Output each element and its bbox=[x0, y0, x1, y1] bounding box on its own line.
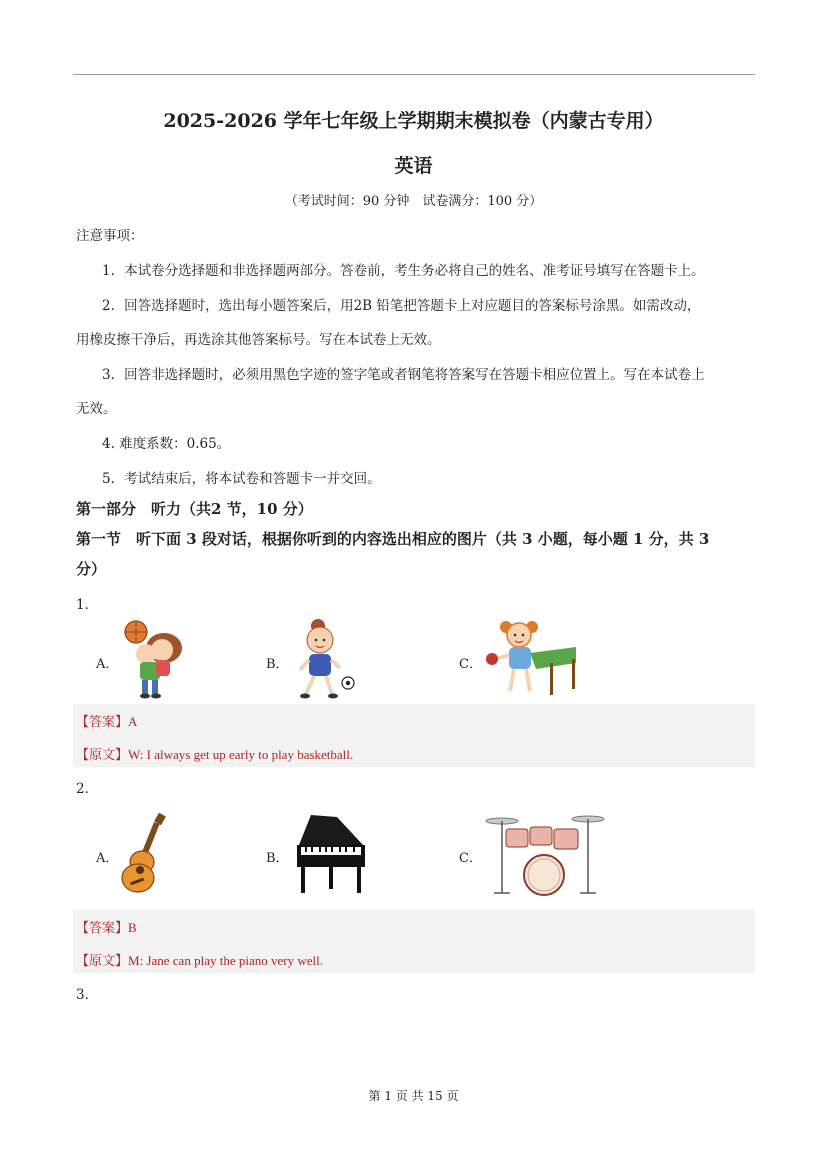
script-line bbox=[76, 744, 353, 763]
guitar-picture bbox=[120, 812, 170, 896]
drum-kit-picture bbox=[484, 813, 608, 897]
exam-title: 2025-2026 学年七年级上学期期末模拟卷（内蒙古专用） bbox=[163, 110, 664, 132]
exam-info: （考试时间：90 分钟 试卷满分：100 分） bbox=[284, 194, 543, 209]
answer-label: 【答案】 bbox=[76, 921, 129, 936]
question-number: 2． bbox=[76, 781, 99, 797]
option-b-label: B． bbox=[266, 657, 289, 672]
script-text: W: I always get up early to play basketball. bbox=[128, 747, 354, 762]
section1-heading-line-2: 分） bbox=[76, 560, 107, 578]
soccer-girl-picture bbox=[292, 616, 360, 702]
note-item-1: 1．本试卷分选择题和非选择题两部分。答卷前，考生务必将自己的姓名、准考证号填写在答题卡上。 bbox=[102, 263, 705, 279]
notes-heading: 注意事项： bbox=[76, 228, 144, 244]
ping-pong-girl-picture bbox=[484, 617, 576, 703]
note-item-2-line-2: 用橡皮擦干净后，再选涂其他答案标号。写在本试卷上无效。 bbox=[76, 332, 441, 348]
question-number: 1． bbox=[76, 597, 99, 613]
script-label: 【原文】 bbox=[76, 748, 129, 763]
option-a-label: A． bbox=[96, 657, 119, 672]
option-b-label: B． bbox=[266, 851, 289, 866]
answer-value: A bbox=[128, 714, 138, 729]
part1-heading: 第一部分 听力（共2 节，10 分） bbox=[76, 500, 313, 518]
script-label: 【原文】 bbox=[76, 954, 129, 969]
answer-value: B bbox=[128, 920, 137, 935]
script-text: M: Jane can play the piano very well. bbox=[128, 953, 323, 968]
note-item-4: 4. 难度系数：0.65。 bbox=[102, 436, 231, 452]
answer-label: 【答案】 bbox=[76, 715, 129, 730]
option-c-label: C． bbox=[459, 851, 482, 866]
note-item-3-line-1: 3．回答非选择题时，必须用黑色字迹的签字笔或者钢笔将答案写在答题卡相应位置上。写在本试卷上 bbox=[102, 367, 705, 383]
section1-heading-line-1: 第一节 听下面 3 段对话，根据你听到的内容选出相应的图片（共 3 小题，每小题 1 分，共 3 bbox=[76, 530, 710, 548]
answer-line bbox=[76, 917, 137, 936]
script-line bbox=[76, 950, 323, 969]
note-item-5: 5．考试结束后，将本试卷和答题卡一并交回。 bbox=[102, 471, 381, 487]
note-item-3-line-2: 无效。 bbox=[76, 401, 117, 417]
question-number: 3． bbox=[76, 987, 99, 1003]
option-c-label: C． bbox=[459, 657, 482, 672]
note-item-2-line-1: 2．回答选择题时，选出每小题答案后，用2B 铅笔把答题卡上对应题目的答案标号涂黑。如需改动， bbox=[102, 298, 701, 314]
piano-picture bbox=[293, 811, 369, 897]
option-a-label: A． bbox=[96, 851, 119, 866]
basketball-kids-picture bbox=[118, 618, 188, 700]
page-footer: 第 1 页 共 15 页 bbox=[368, 1089, 459, 1103]
header-rule bbox=[73, 74, 755, 75]
answer-line bbox=[76, 711, 137, 730]
exam-subject: 英语 bbox=[394, 155, 433, 177]
